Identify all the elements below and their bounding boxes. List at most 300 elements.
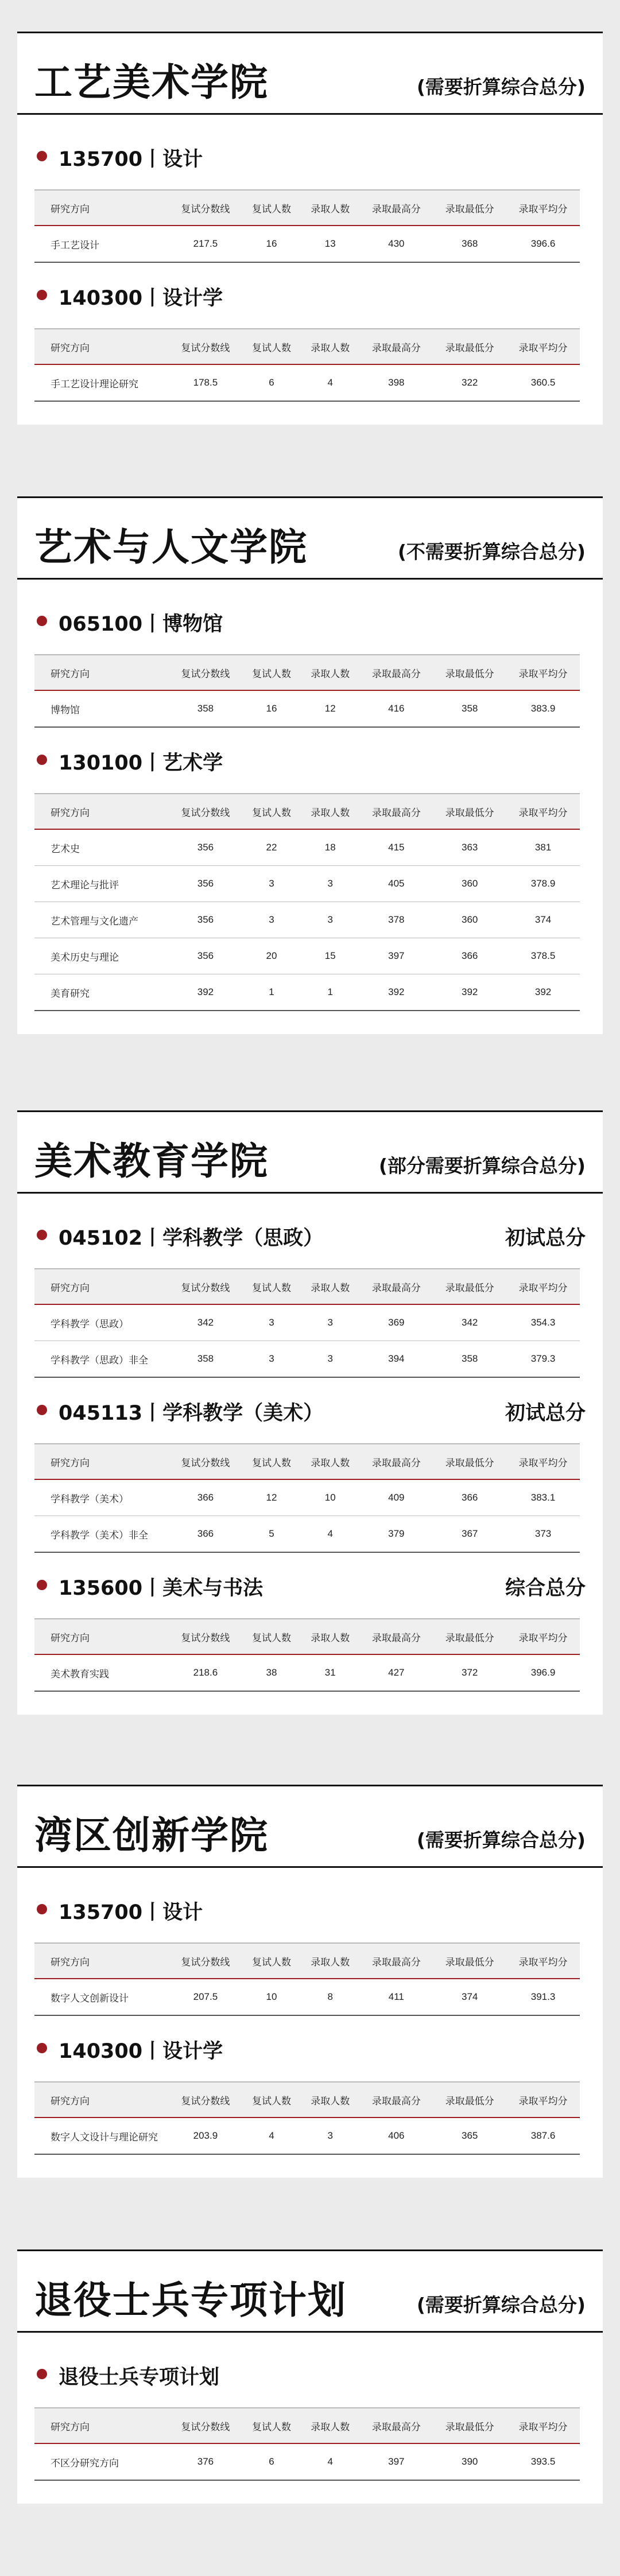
column-header: 复试人数 [242, 2408, 301, 2443]
table-header [34, 655, 580, 690]
table-row [34, 1341, 580, 1378]
column-header: 录取平均分 [506, 2408, 580, 2443]
score-cell: 3 [301, 2117, 359, 2154]
program-heading [34, 1893, 586, 1928]
score-cell: 392 [433, 974, 506, 1011]
score-cell: 322 [433, 364, 506, 401]
header-row [34, 794, 580, 829]
bullet-dot-icon [37, 2043, 47, 2053]
score-table [34, 793, 580, 1011]
score-cell: 392 [506, 974, 580, 1011]
score-cell: 3 [242, 902, 301, 938]
score-table [34, 2407, 580, 2481]
research-direction-cell: 艺术管理与文化遗产 [34, 902, 169, 938]
table-body [34, 690, 580, 727]
score-cell: 378.9 [506, 866, 580, 902]
table-body [34, 226, 580, 262]
score-table [34, 1268, 580, 1378]
research-direction-cell: 艺术理论与批评 [34, 866, 169, 902]
bullet-dot-icon [37, 1230, 47, 1240]
score-cell: 374 [433, 1979, 506, 2015]
table-header [34, 329, 580, 364]
column-header: 复试人数 [242, 329, 301, 364]
column-header: 录取最低分 [433, 1444, 506, 1479]
score-cell: 366 [169, 1516, 242, 1553]
research-direction-cell: 美术历史与理论 [34, 938, 169, 974]
column-header: 录取最低分 [433, 1619, 506, 1654]
college-note: (需要折算综合总分) [416, 76, 586, 98]
score-cell: 378.5 [506, 938, 580, 974]
college-body [17, 115, 603, 425]
score-cell: 415 [359, 829, 433, 866]
column-header: 研究方向 [34, 1619, 169, 1654]
program-name: 135700丨设计 [59, 1901, 203, 1924]
program-name: 065100丨博物馆 [59, 613, 223, 636]
bullet-dot-icon [37, 2369, 47, 2379]
header-divider [17, 1192, 603, 1194]
program-heading [34, 605, 586, 639]
column-header: 录取最低分 [433, 1943, 506, 1979]
table-row [34, 1654, 580, 1691]
column-header: 录取最低分 [433, 1269, 506, 1304]
column-header: 复试人数 [242, 794, 301, 829]
header-divider [17, 578, 603, 580]
table-row [34, 1979, 580, 2015]
column-header: 录取人数 [301, 794, 359, 829]
score-table [34, 654, 580, 728]
column-header: 研究方向 [34, 1444, 169, 1479]
research-direction-cell: 手工艺设计 [34, 226, 169, 262]
score-cell: 374 [506, 902, 580, 938]
column-header: 录取最高分 [359, 1619, 433, 1654]
research-direction-cell: 美育研究 [34, 974, 169, 1011]
score-cell: 379.3 [506, 1341, 580, 1378]
research-direction-cell: 数字人文创新设计 [34, 1979, 169, 2015]
column-header: 研究方向 [34, 1943, 169, 1979]
header-row [34, 2408, 580, 2443]
column-header: 录取平均分 [506, 1943, 580, 1979]
column-header: 录取最低分 [433, 655, 506, 690]
score-cell: 207.5 [169, 1979, 242, 2015]
research-direction-cell: 学科教学（思政） [34, 1304, 169, 1341]
score-cell: 381 [506, 829, 580, 866]
score-cell: 392 [359, 974, 433, 1011]
score-cell: 392 [169, 974, 242, 1011]
column-header: 录取人数 [301, 329, 359, 364]
column-header: 复试人数 [242, 2082, 301, 2117]
score-cell: 363 [433, 829, 506, 866]
table-row [34, 974, 580, 1011]
score-cell: 3 [301, 1341, 359, 1378]
score-table [34, 1942, 580, 2016]
column-header: 研究方向 [34, 794, 169, 829]
score-cell: 10 [301, 1479, 359, 1516]
header-row [34, 1619, 580, 1654]
score-cell: 356 [169, 829, 242, 866]
score-cell: 405 [359, 866, 433, 902]
table-body [34, 2443, 580, 2480]
column-header: 研究方向 [34, 655, 169, 690]
college-section [17, 1785, 603, 2178]
table-row [34, 829, 580, 866]
score-cell: 354.3 [506, 1304, 580, 1341]
table-header [34, 2408, 580, 2443]
score-cell: 397 [359, 938, 433, 974]
column-header: 录取平均分 [506, 794, 580, 829]
table-row [34, 902, 580, 938]
column-header: 录取最高分 [359, 2082, 433, 2117]
column-header: 复试分数线 [169, 1943, 242, 1979]
score-cell: 15 [301, 938, 359, 974]
column-header: 研究方向 [34, 1269, 169, 1304]
score-cell: 218.6 [169, 1654, 242, 1691]
score-cell: 18 [301, 829, 359, 866]
score-cell: 356 [169, 866, 242, 902]
program-heading [34, 1569, 586, 1603]
table-row [34, 2117, 580, 2154]
column-header: 研究方向 [34, 190, 169, 226]
college-section [17, 2249, 603, 2504]
bullet-dot-icon [37, 1405, 47, 1415]
score-table [34, 189, 580, 263]
score-cell: 20 [242, 938, 301, 974]
table-body [34, 829, 580, 1011]
column-header: 录取平均分 [506, 1619, 580, 1654]
score-cell: 16 [242, 690, 301, 727]
score-cell: 406 [359, 2117, 433, 2154]
column-header: 研究方向 [34, 329, 169, 364]
table-row [34, 2443, 580, 2480]
college-note: (不需要折算综合总分) [397, 541, 586, 563]
college-body [17, 2333, 603, 2504]
score-table [34, 328, 580, 402]
column-header: 录取人数 [301, 1943, 359, 1979]
score-cell: 4 [301, 364, 359, 401]
bullet-dot-icon [37, 616, 47, 626]
column-header: 复试分数线 [169, 2082, 242, 2117]
column-header: 复试分数线 [169, 1269, 242, 1304]
score-cell: 4 [301, 1516, 359, 1553]
college-header [17, 1785, 603, 1868]
college-title: 湾区创新学院 [34, 1813, 269, 1858]
college-note: (需要折算综合总分) [416, 2294, 586, 2316]
college-header [17, 2249, 603, 2333]
score-cell: 398 [359, 364, 433, 401]
score-cell: 366 [169, 1479, 242, 1516]
table-row [34, 866, 580, 902]
column-header: 录取人数 [301, 2082, 359, 2117]
column-header: 复试分数线 [169, 655, 242, 690]
score-cell: 378 [359, 902, 433, 938]
program-name: 退役士兵专项计划 [59, 2366, 220, 2389]
score-cell: 360 [433, 866, 506, 902]
table-header [34, 794, 580, 829]
score-cell: 1 [242, 974, 301, 1011]
column-header: 录取最高分 [359, 655, 433, 690]
score-cell: 358 [433, 1341, 506, 1378]
score-cell: 394 [359, 1341, 433, 1378]
score-cell: 396.9 [506, 1654, 580, 1691]
score-cell: 387.6 [506, 2117, 580, 2154]
column-header: 录取最低分 [433, 190, 506, 226]
header-divider [17, 113, 603, 115]
header-row [34, 1269, 580, 1304]
column-header: 录取人数 [301, 1444, 359, 1479]
table-body [34, 1654, 580, 1691]
column-header: 复试分数线 [169, 794, 242, 829]
header-row [34, 190, 580, 226]
column-header: 复试人数 [242, 1619, 301, 1654]
column-header: 复试分数线 [169, 190, 242, 226]
score-cell: 358 [169, 690, 242, 727]
column-header: 录取人数 [301, 655, 359, 690]
column-header: 复试人数 [242, 190, 301, 226]
score-cell: 22 [242, 829, 301, 866]
bullet-dot-icon [37, 290, 47, 300]
score-table [34, 2081, 580, 2155]
score-cell: 383.1 [506, 1479, 580, 1516]
score-type-label: 综合总分 [505, 1577, 586, 1600]
college-header [17, 1110, 603, 1194]
bullet-dot-icon [37, 755, 47, 765]
college-title: 美术教育学院 [34, 1139, 269, 1183]
college-title: 退役士兵专项计划 [34, 2278, 347, 2322]
score-cell: 368 [433, 226, 506, 262]
program-heading [34, 744, 586, 778]
header-row [34, 329, 580, 364]
program-heading [34, 1394, 586, 1428]
score-cell: 217.5 [169, 226, 242, 262]
college-header [17, 32, 603, 115]
score-cell: 390 [433, 2443, 506, 2480]
research-direction-cell: 学科教学（思政）非全 [34, 1341, 169, 1378]
score-cell: 411 [359, 1979, 433, 2015]
score-cell: 393.5 [506, 2443, 580, 2480]
table-header [34, 2082, 580, 2117]
column-header: 录取最低分 [433, 2082, 506, 2117]
score-cell: 365 [433, 2117, 506, 2154]
header-divider [17, 2331, 603, 2333]
score-table [34, 1443, 580, 1553]
program-name: 140300丨设计学 [59, 2040, 223, 2063]
bullet-dot-icon [37, 151, 47, 161]
column-header: 录取平均分 [506, 655, 580, 690]
score-cell: 416 [359, 690, 433, 727]
column-header: 录取平均分 [506, 2082, 580, 2117]
research-direction-cell: 学科教学（美术） [34, 1479, 169, 1516]
table-row [34, 364, 580, 401]
score-cell: 12 [301, 690, 359, 727]
column-header: 录取最低分 [433, 2408, 506, 2443]
column-header: 复试人数 [242, 655, 301, 690]
score-cell: 367 [433, 1516, 506, 1553]
score-cell: 12 [242, 1479, 301, 1516]
score-cell: 391.3 [506, 1979, 580, 2015]
column-header: 录取人数 [301, 2408, 359, 2443]
college-body [17, 580, 603, 1034]
table-row [34, 1516, 580, 1553]
column-header: 录取平均分 [506, 190, 580, 226]
score-cell: 13 [301, 226, 359, 262]
header-row [34, 2082, 580, 2117]
score-cell: 3 [242, 866, 301, 902]
table-body [34, 364, 580, 401]
column-header: 录取最高分 [359, 2408, 433, 2443]
college-body [17, 1194, 603, 1715]
program-heading [34, 140, 586, 174]
score-cell: 356 [169, 902, 242, 938]
column-header: 研究方向 [34, 2082, 169, 2117]
column-header: 录取最高分 [359, 1269, 433, 1304]
score-cell: 372 [433, 1654, 506, 1691]
score-cell: 4 [242, 2117, 301, 2154]
score-cell: 373 [506, 1516, 580, 1553]
score-cell: 4 [301, 2443, 359, 2480]
table-header [34, 190, 580, 226]
header-row [34, 1444, 580, 1479]
header-row [34, 1943, 580, 1979]
table-row [34, 690, 580, 727]
score-cell: 6 [242, 364, 301, 401]
program-name: 135600丨美术与书法 [59, 1577, 264, 1600]
score-cell: 360.5 [506, 364, 580, 401]
table-header [34, 1943, 580, 1979]
score-cell: 379 [359, 1516, 433, 1553]
column-header: 复试人数 [242, 1444, 301, 1479]
score-cell: 366 [433, 1479, 506, 1516]
score-cell: 6 [242, 2443, 301, 2480]
college-section [17, 496, 603, 1034]
research-direction-cell: 学科教学（美术）非全 [34, 1516, 169, 1553]
score-cell: 3 [301, 866, 359, 902]
score-cell: 16 [242, 226, 301, 262]
header-row [34, 655, 580, 690]
program-heading [34, 2032, 586, 2066]
program-heading [34, 2358, 586, 2392]
column-header: 录取最低分 [433, 794, 506, 829]
table-header [34, 1619, 580, 1654]
college-note: (部分需要折算综合总分) [378, 1155, 586, 1177]
program-name: 045113丨学科教学（美术） [59, 1402, 324, 1425]
score-cell: 3 [242, 1304, 301, 1341]
table-body [34, 1979, 580, 2015]
column-header: 录取最高分 [359, 1943, 433, 1979]
program-name: 130100丨艺术学 [59, 752, 223, 775]
research-direction-cell: 博物馆 [34, 690, 169, 727]
research-direction-cell: 艺术史 [34, 829, 169, 866]
program-name: 135700丨设计 [59, 148, 203, 171]
score-cell: 369 [359, 1304, 433, 1341]
score-cell: 383.9 [506, 690, 580, 727]
table-row [34, 1479, 580, 1516]
column-header: 研究方向 [34, 2408, 169, 2443]
score-cell: 1 [301, 974, 359, 1011]
bullet-dot-icon [37, 1580, 47, 1590]
program-name: 045102丨学科教学（思政） [59, 1227, 324, 1250]
score-cell: 358 [433, 690, 506, 727]
score-cell: 203.9 [169, 2117, 242, 2154]
college-section [17, 32, 603, 425]
program-heading [34, 1219, 586, 1253]
column-header: 录取平均分 [506, 1444, 580, 1479]
column-header: 录取最高分 [359, 329, 433, 364]
score-type-label: 初试总分 [505, 1227, 586, 1250]
table-body [34, 2117, 580, 2154]
score-cell: 356 [169, 938, 242, 974]
college-note: (需要折算综合总分) [416, 1829, 586, 1851]
score-cell: 3 [242, 1341, 301, 1378]
bullet-dot-icon [37, 1904, 47, 1914]
score-cell: 10 [242, 1979, 301, 2015]
program-heading [34, 279, 586, 313]
table-row [34, 226, 580, 262]
college-body [17, 1868, 603, 2178]
score-cell: 342 [169, 1304, 242, 1341]
score-cell: 427 [359, 1654, 433, 1691]
score-cell: 396.6 [506, 226, 580, 262]
table-row [34, 1304, 580, 1341]
score-type-label: 初试总分 [505, 1402, 586, 1425]
score-cell: 360 [433, 902, 506, 938]
research-direction-cell: 不区分研究方向 [34, 2443, 169, 2480]
table-row [34, 938, 580, 974]
program-name: 140300丨设计学 [59, 287, 223, 310]
score-cell: 358 [169, 1341, 242, 1378]
column-header: 录取最低分 [433, 329, 506, 364]
column-header: 录取最高分 [359, 190, 433, 226]
score-cell: 397 [359, 2443, 433, 2480]
college-section [17, 1110, 603, 1715]
column-header: 录取最高分 [359, 1444, 433, 1479]
college-header [17, 496, 603, 580]
research-direction-cell: 数字人文设计与理论研究 [34, 2117, 169, 2154]
score-cell: 8 [301, 1979, 359, 2015]
score-cell: 178.5 [169, 364, 242, 401]
college-title: 艺术与人文学院 [34, 525, 308, 569]
column-header: 复试分数线 [169, 2408, 242, 2443]
column-header: 复试分数线 [169, 1444, 242, 1479]
college-title: 工艺美术学院 [34, 60, 269, 104]
table-header [34, 1444, 580, 1479]
header-divider [17, 1866, 603, 1868]
table-header [34, 1269, 580, 1304]
column-header: 录取平均分 [506, 1269, 580, 1304]
score-cell: 31 [301, 1654, 359, 1691]
table-body [34, 1304, 580, 1377]
score-table [34, 1618, 580, 1692]
score-cell: 3 [301, 902, 359, 938]
score-cell: 3 [301, 1304, 359, 1341]
score-cell: 430 [359, 226, 433, 262]
column-header: 复试分数线 [169, 329, 242, 364]
column-header: 录取平均分 [506, 329, 580, 364]
score-cell: 342 [433, 1304, 506, 1341]
column-header: 录取最高分 [359, 794, 433, 829]
research-direction-cell: 美术教育实践 [34, 1654, 169, 1691]
table-body [34, 1479, 580, 1552]
score-cell: 376 [169, 2443, 242, 2480]
score-cell: 366 [433, 938, 506, 974]
column-header: 录取人数 [301, 1619, 359, 1654]
column-header: 复试分数线 [169, 1619, 242, 1654]
research-direction-cell: 手工艺设计理论研究 [34, 364, 169, 401]
score-cell: 409 [359, 1479, 433, 1516]
column-header: 录取人数 [301, 1269, 359, 1304]
column-header: 复试人数 [242, 1943, 301, 1979]
score-cell: 38 [242, 1654, 301, 1691]
column-header: 录取人数 [301, 190, 359, 226]
score-cell: 5 [242, 1516, 301, 1553]
